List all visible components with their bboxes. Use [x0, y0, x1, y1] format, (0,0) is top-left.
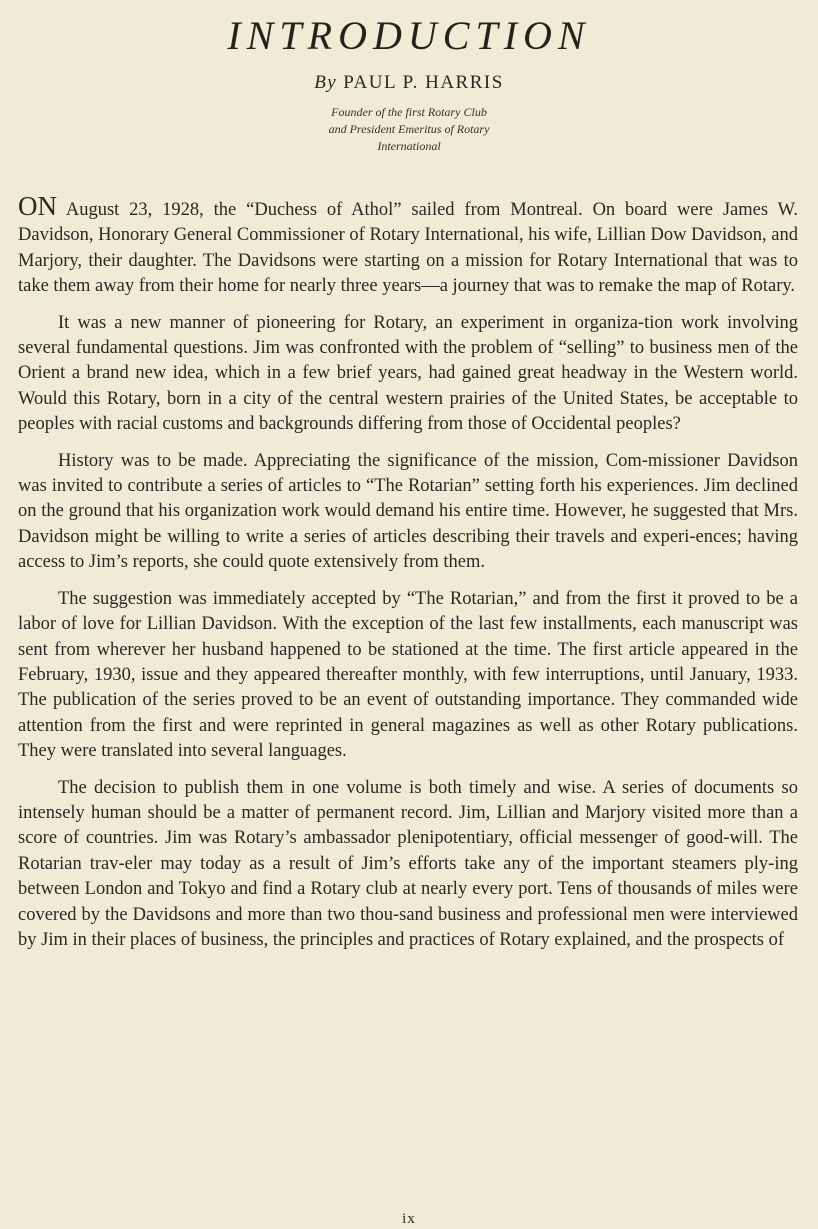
affiliation-line: Founder of the first Rotary Club — [331, 105, 487, 119]
paragraph-3: History was to be made. Appreciating the significance of the mission, Com-missioner Davidson was invited to contribute a series of articles to “The Rotarian” setting forth his experiences. Jim declined on the ground that his organization work would demand his entire time. However, he suggested that Mrs. Davidson might be willing to write a series of articles describing their travels and experi-ences; having access to Jim’s reports, she could quote extensively from them. — [18, 450, 798, 573]
author-affiliation — [0, 104, 818, 155]
drop-cap: ON — [18, 191, 57, 221]
page-title: INTRODUCTION — [227, 13, 591, 58]
byline-by: By — [314, 72, 338, 93]
paragraph-1 — [18, 191, 798, 300]
author-name: PAUL P. HARRIS — [343, 72, 504, 93]
page-number: ix — [402, 1211, 416, 1227]
byline — [0, 70, 818, 96]
affiliation-line: and President Emeritus of Rotary — [328, 122, 490, 136]
paragraph-4: The suggestion was immediately accepted by “The Rotarian,” and from the first it proved to be a labor of love for Lillian Davidson. With the exception of the last few installments, each manuscript was sent from wherever her husband happened to be stationed at the time. The first article appeared in the February, 1930, issue and they appeared thereafter monthly, with few interruptions, until January, 1933. The publication of the series proved to be an event of outstanding importance. They commanded wide attention from the first and were reprinted in general magazines as well as other Rotary publications. They were translated into several languages. — [18, 588, 798, 762]
body-text — [18, 191, 798, 964]
affiliation-line: International — [377, 139, 441, 153]
paragraph-5: The decision to publish them in one volume is both timely and wise. A series of documents so intensely human should be a matter of permanent record. Jim, Lillian and Marjory visited more than a score of countries. Jim was Rotary’s ambassador plenipotentiary, official messenger of good-will. The Rotarian trav-eler may today as a result of Jim’s efforts take any of the important steamers ply-ing between London and Tokyo and find a Rotary club at nearly every port. Tens of thousands of miles were covered by the Davidsons and more than two thou-sand business and professional men were interviewed by Jim in their places of business, the principles and practices of Rotary explained, and the prospects of — [18, 777, 798, 950]
paragraph-2: It was a new manner of pioneering for Rotary, an experiment in organiza-tion work involving several fundamental questions. Jim was confronted with the problem of “selling” to business men of the Orient a brand new idea, which in a few brief years, had gained great headway in the Western world. Would this Rotary, born in a city of the central western prairies of the United States, be acceptable to peoples with racial customs and backgrounds differing from those of Occidental peoples? — [18, 312, 798, 435]
paragraph-text: August 23, 1928, the “Duchess of Athol” sailed from Montreal. On board were James W. Davidson, Honorary General Commissioner of Rotary International, his wife, Lillian Dow Davidson, and Marjory, their daughter. The Davidsons were starting on a mission for Rotary International that was to take them away from their home for nearly three years—a journey that was to remake the map of Rotary. — [18, 200, 798, 297]
